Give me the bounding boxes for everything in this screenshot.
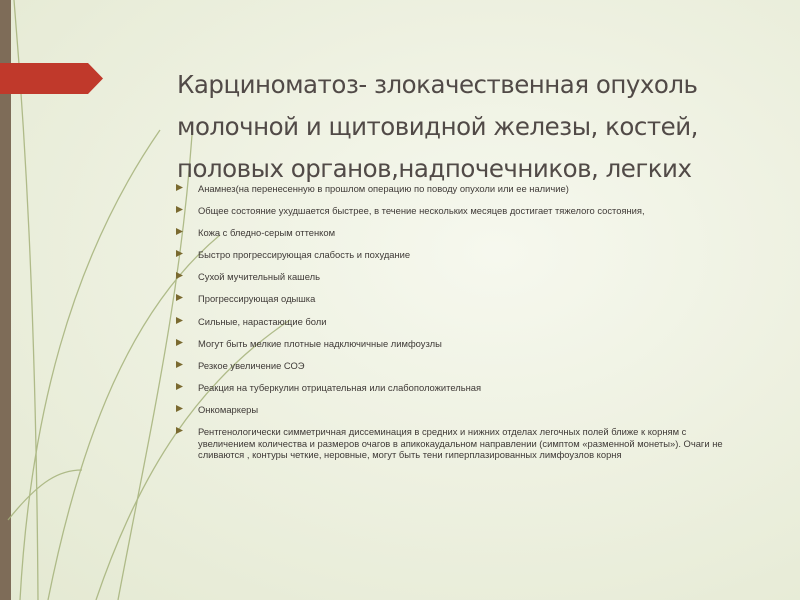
bullet-text: Прогрессирующая одышка — [198, 293, 316, 305]
bullet-item — [176, 227, 736, 239]
bullet-text: Могут быть мелкие плотные надключичные лимфоузлы — [198, 337, 442, 349]
title-accent-arrow — [0, 63, 103, 94]
triangle-right-icon — [176, 272, 183, 279]
bullet-text: Реакция на туберкулин отрицательная или слабоположительная — [198, 381, 482, 393]
triangle-right-icon — [176, 206, 183, 213]
triangle-right-icon — [176, 294, 183, 301]
triangle-right-icon — [176, 228, 183, 235]
bullet-text: Анамнез(на перенесенную в прошлом операцию по поводу опухоли или ее наличие) — [198, 183, 569, 194]
bullet-text: Кожа с бледно-серым оттенком — [198, 227, 336, 239]
bullet-item — [176, 183, 736, 195]
triangle-right-icon — [176, 405, 183, 412]
bullet-item — [176, 426, 736, 461]
triangle-right-icon — [176, 361, 183, 368]
bullet-text: Сильные, нарастающие боли — [198, 315, 327, 327]
bullet-text: Сухой мучительный кашель — [198, 271, 320, 283]
bullet-item — [176, 249, 736, 261]
bullet-text: Быстро прогрессирующая слабость и похудание — [198, 249, 411, 261]
bullet-text: Рентгенологически симметричная диссеминация в средних и нижних отделах легочных полей ближе к корням с увеличением количества и размеров очагов в апикокаудальном направлении (симптом «разменной монеты»). Очаги не сливаются , контуры четкие, неровные, могут быть тени гиперплазированных лимфоузлов корня — [198, 426, 723, 461]
bullet-text: Онкомаркеры — [198, 403, 259, 415]
triangle-right-icon — [176, 383, 183, 390]
triangle-right-icon — [176, 427, 183, 434]
triangle-right-icon — [176, 339, 183, 346]
bullet-item — [176, 205, 736, 217]
bullet-text: Общее состояние ухудшается быстрее, в течение нескольких месяцев достигает тяжелого состояния, — [198, 205, 645, 217]
bullet-item — [176, 404, 736, 416]
bullet-item — [176, 293, 736, 305]
bullet-item — [176, 382, 736, 394]
bullet-item — [176, 316, 736, 328]
bullet-list — [176, 183, 736, 471]
triangle-right-icon — [176, 317, 183, 324]
bullet-item — [176, 360, 736, 372]
bullet-item — [176, 338, 736, 350]
triangle-right-icon — [176, 184, 183, 191]
bullet-text: Резкое увеличение СОЭ — [198, 359, 305, 371]
triangle-right-icon — [176, 250, 183, 257]
slide-title: Карциноматоз- злокачественная опухоль молочной и щитовидной железы, костей, половых органов,надпочечников, легких — [177, 70, 698, 183]
bullet-item — [176, 271, 736, 283]
